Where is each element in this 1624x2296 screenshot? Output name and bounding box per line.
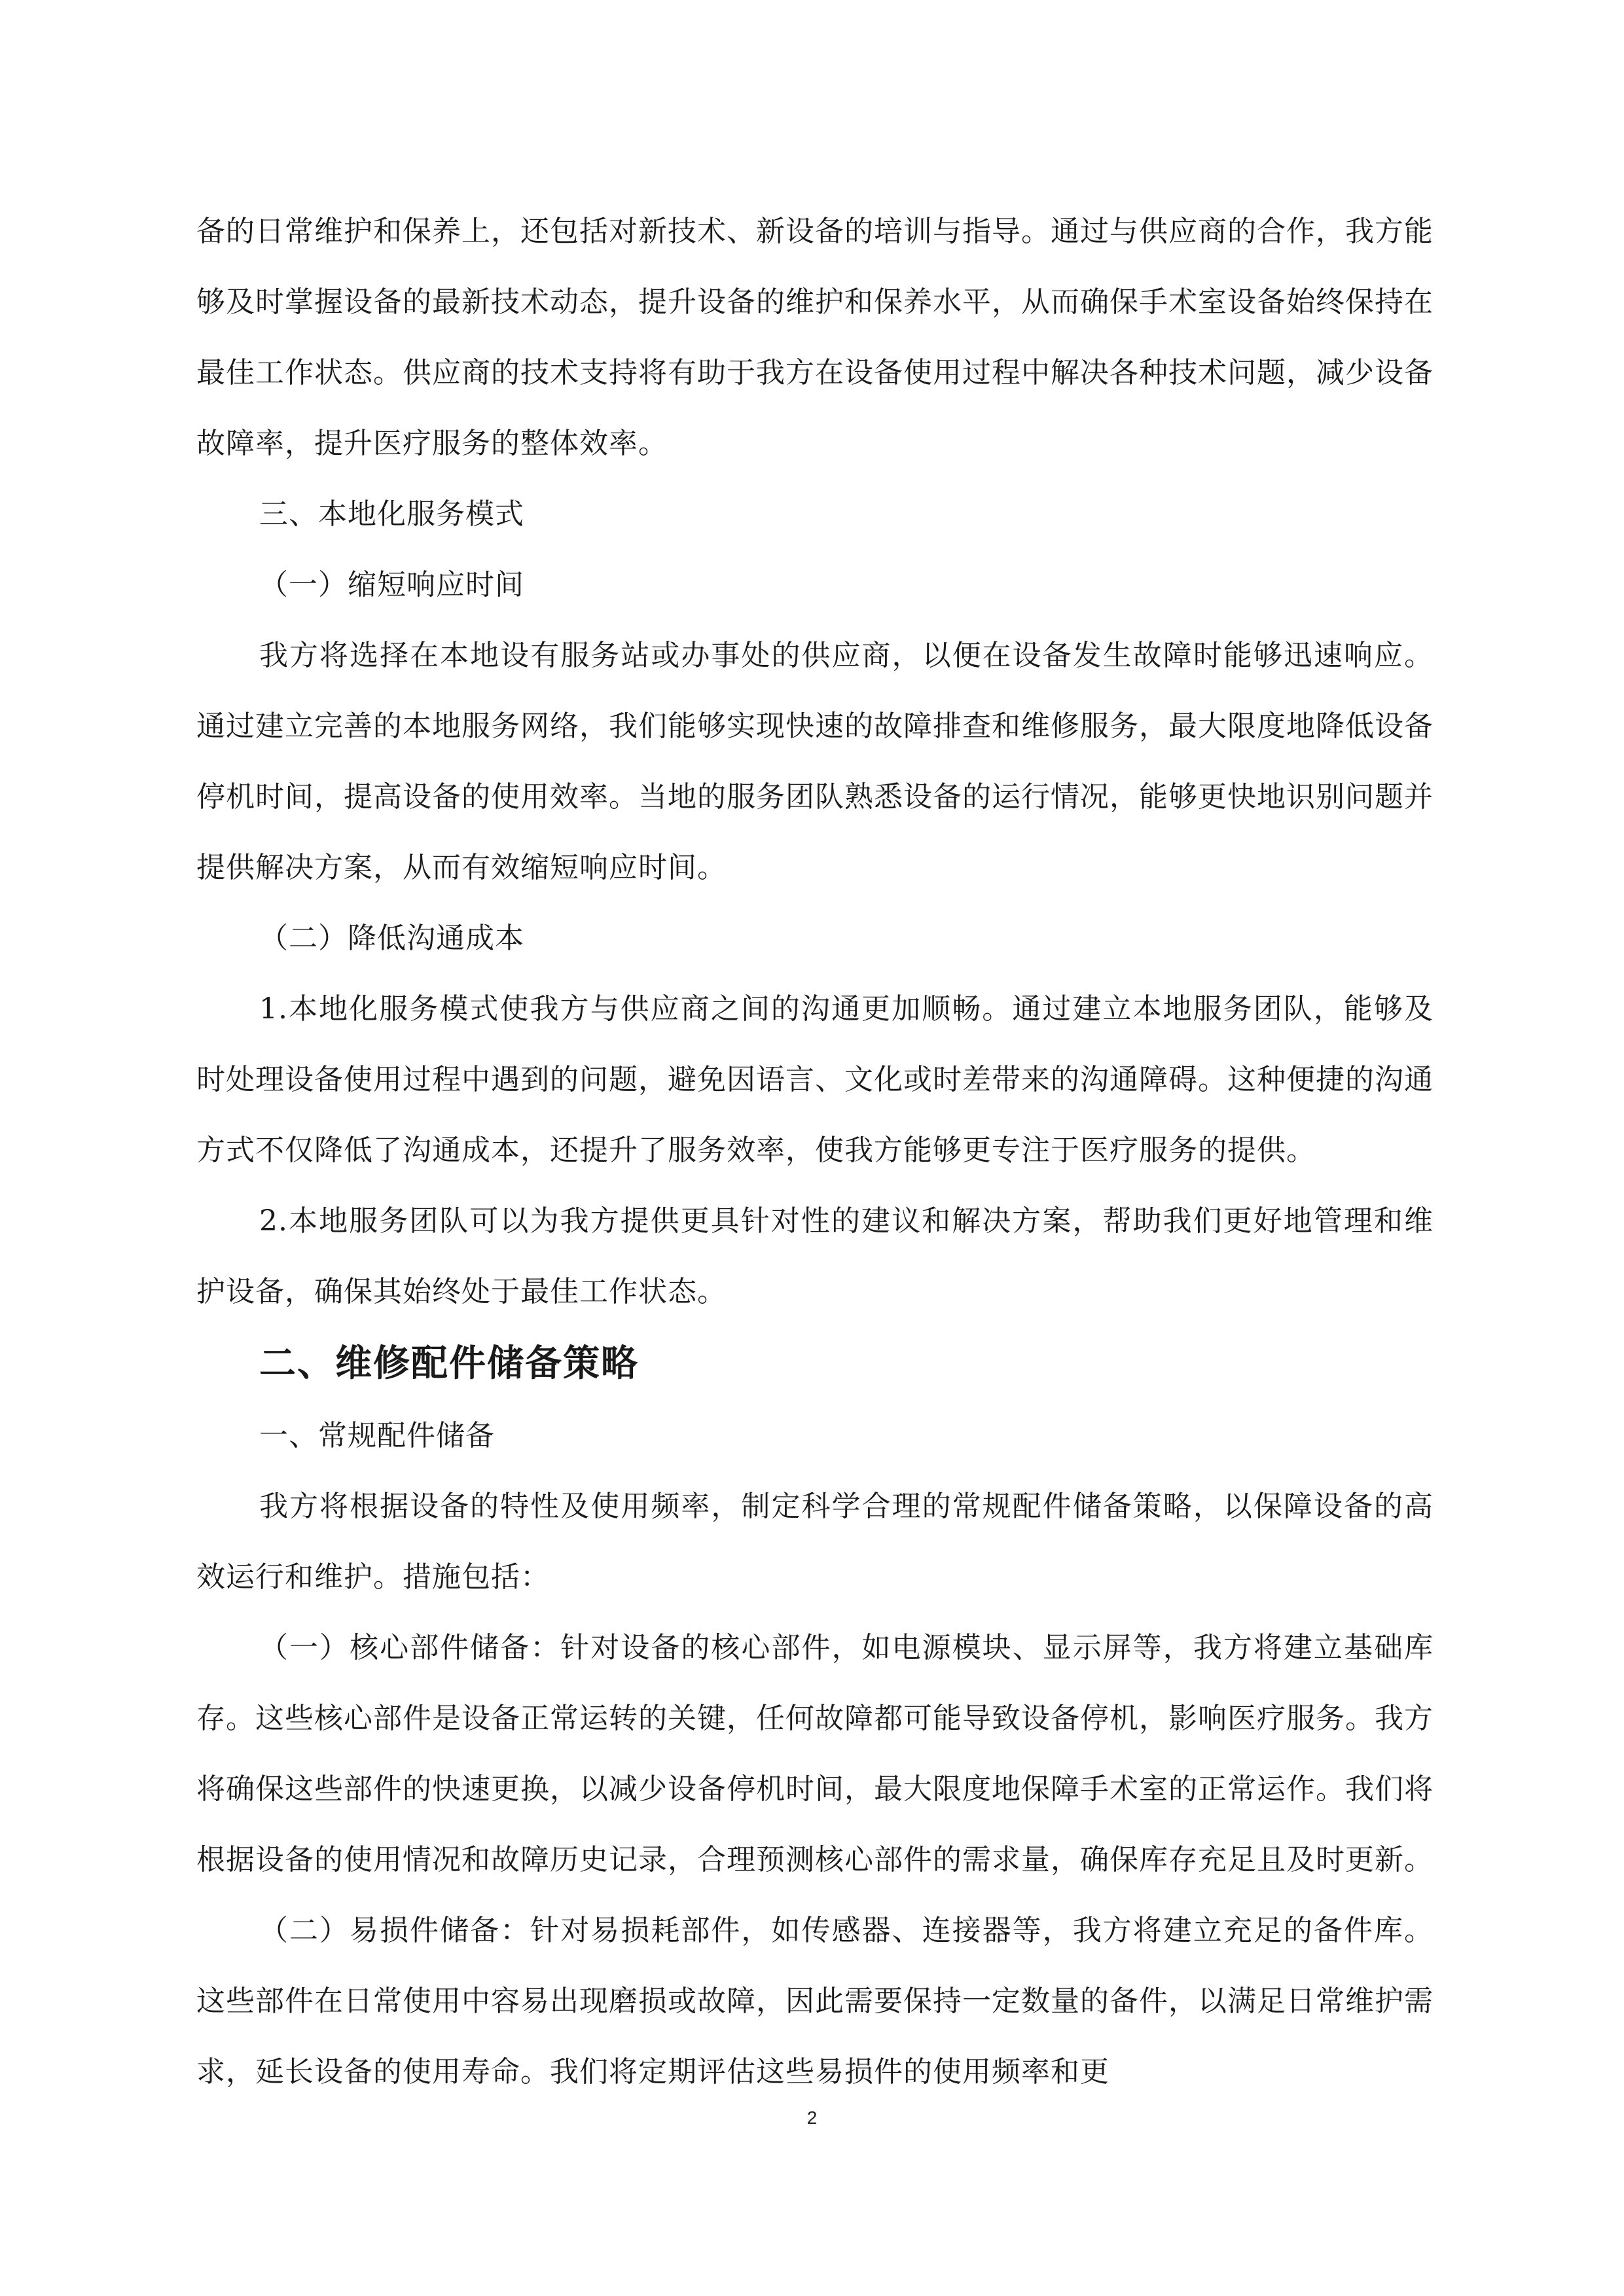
chapter-heading-spare-parts: 二、维修配件储备策略: [259, 1342, 639, 1385]
subsection-heading-response-time: （一）缩短响应时间: [259, 568, 524, 601]
section-heading-regular-parts: 一、常规配件储备: [259, 1419, 495, 1452]
body-paragraph: 我方将根据设备的特性及使用频率，制定科学合理的常规配件储备策略，以保障设备的高效运行和维护。措施包括：: [196, 1490, 1434, 1594]
body-paragraph: 1.本地化服务模式使我方与供应商之间的沟通更加顺畅。通过建立本地服务团队，能够及时处理设备使用过程中遇到的问题，避免因语言、文化或时差带来的沟通障碍。这种便捷的沟通方式不仅降低了沟通成本，还提升了服务效率，使我方能够更专注于医疗服务的提供。: [196, 992, 1434, 1167]
body-paragraph: （一）核心部件储备：针对设备的核心部件，如电源模块、显示屏等，我方将建立基础库存。这些核心部件是设备正常运转的关键，任何故障都可能导致设备停机，影响医疗服务。我方将确保这些部件的快速更换，以减少设备停机时间，最大限度地保障手术室的正常运作。我们将根据设备的使用情况和故障历史记录，合理预测核心部件的需求量，确保库存充足且及时更新。: [196, 1631, 1434, 1876]
section-heading-localized-service: 三、本地化服务模式: [259, 497, 524, 531]
body-paragraph: 我方将选择在本地设有服务站或办事处的供应商，以便在设备发生故障时能够迅速响应。通过建立完善的本地服务网络，我们能够实现快速的故障排查和维修服务，最大限度地降低设备停机时间，提高设备的使用效率。当地的服务团队熟悉设备的运行情况，能够更快地识别问题并提供解决方案，从而有效缩短响应时间。: [196, 639, 1434, 884]
body-paragraph: 2.本地服务团队可以为我方提供更具针对性的建议和解决方案，帮助我们更好地管理和维护设备，确保其始终处于最佳工作状态。: [196, 1204, 1434, 1308]
body-paragraph: 备的日常维护和保养上，还包括对新技术、新设备的培训与指导。通过与供应商的合作，我方能够及时掌握设备的最新技术动态，提升设备的维护和保养水平，从而确保手术室设备始终保持在最佳工作状态。供应商的技术支持将有助于我方在设备使用过程中解决各种技术问题，减少设备故障率，提升医疗服务的整体效率。: [196, 215, 1434, 460]
subsection-heading-communication-cost: （二）降低沟通成本: [259, 922, 524, 955]
body-paragraph: （二）易损件储备：针对易损耗部件，如传感器、连接器等，我方将建立充足的备件库。这些部件在日常使用中容易出现磨损或故障，因此需要保持一定数量的备件，以满足日常维护需求，延长设备的使用寿命。我们将定期评估这些易损件的使用频率和更: [196, 1914, 1434, 2089]
page-content: [196, 196, 1434, 2108]
page-number: 2: [806, 2108, 818, 2128]
